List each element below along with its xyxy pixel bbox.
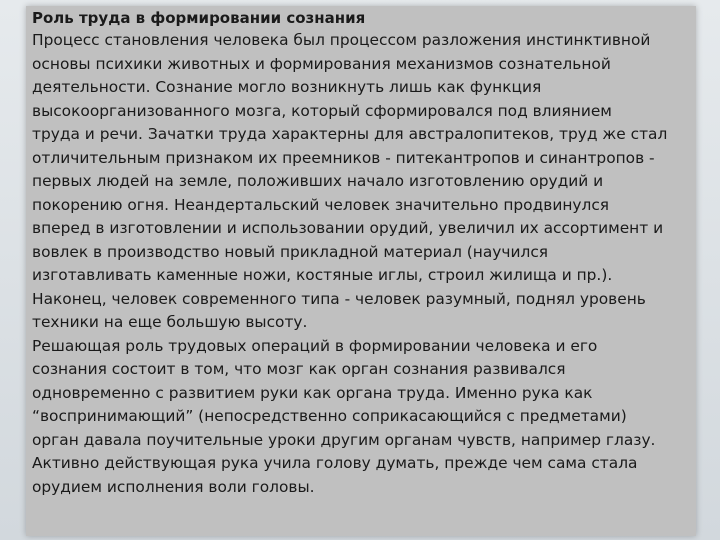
paragraph-2 [32,335,694,500]
text-line: орган давала поучительные уроки другим органам чувств, например глазу. [32,430,656,449]
text-line: вовлек в производство новый прикладной материал (научился [32,242,549,261]
text-line: основы психики животных и формирования механизмов сознательной [32,54,611,73]
text-line: Активно действующая рука учила голову думать, прежде чем сама стала [32,454,638,472]
paragraph-1 [32,29,694,335]
text-line: первых людей на земле, положивших начало изготовлению орудий и [32,172,604,190]
text-line: покорению огня. Неандертальский человек значительно продвинулся [32,195,610,214]
text-line: одновременно с развитием руки как органа труда. Именно рука как [32,383,593,402]
text-line: Процесс становления человека был процессом разложения инстинктивной [32,31,651,49]
text-line: Наконец, человек современного типа - человек разумный, поднял уровень [32,289,646,308]
slide-title: Роль труда в формировании сознания [32,9,366,27]
slide-content [32,8,694,499]
text-line: труда и речи. Зачатки труда характерны для австралопитеков, труд же стал [32,125,668,143]
text-line: Решающая роль трудовых операций в формировании человека и его [32,336,598,355]
slide [26,6,696,536]
text-line: высокоорганизованного мозга, который сформировался под влиянием [32,101,612,120]
text-line: техники на еще большую высоту. [32,313,308,331]
text-line: сознания состоит в том, что мозг как орган сознания развивался [32,360,566,378]
text-line: орудием исполнения воли головы. [32,477,315,496]
text-line: вперед в изготовлении и использовании орудий, увеличил их ассортимент и [32,219,664,237]
text-line: деятельности. Сознание могло возникнуть лишь как функция [32,78,542,96]
text-line: изготавливать каменные ножи, костяные иглы, строил жилища и пр.). [32,266,613,284]
text-line: отличительным признаком их преемников - питекантропов и синантропов - [32,148,655,167]
text-line: “воспринимающий” (непосредственно соприкасающийся с предметами) [32,407,627,425]
